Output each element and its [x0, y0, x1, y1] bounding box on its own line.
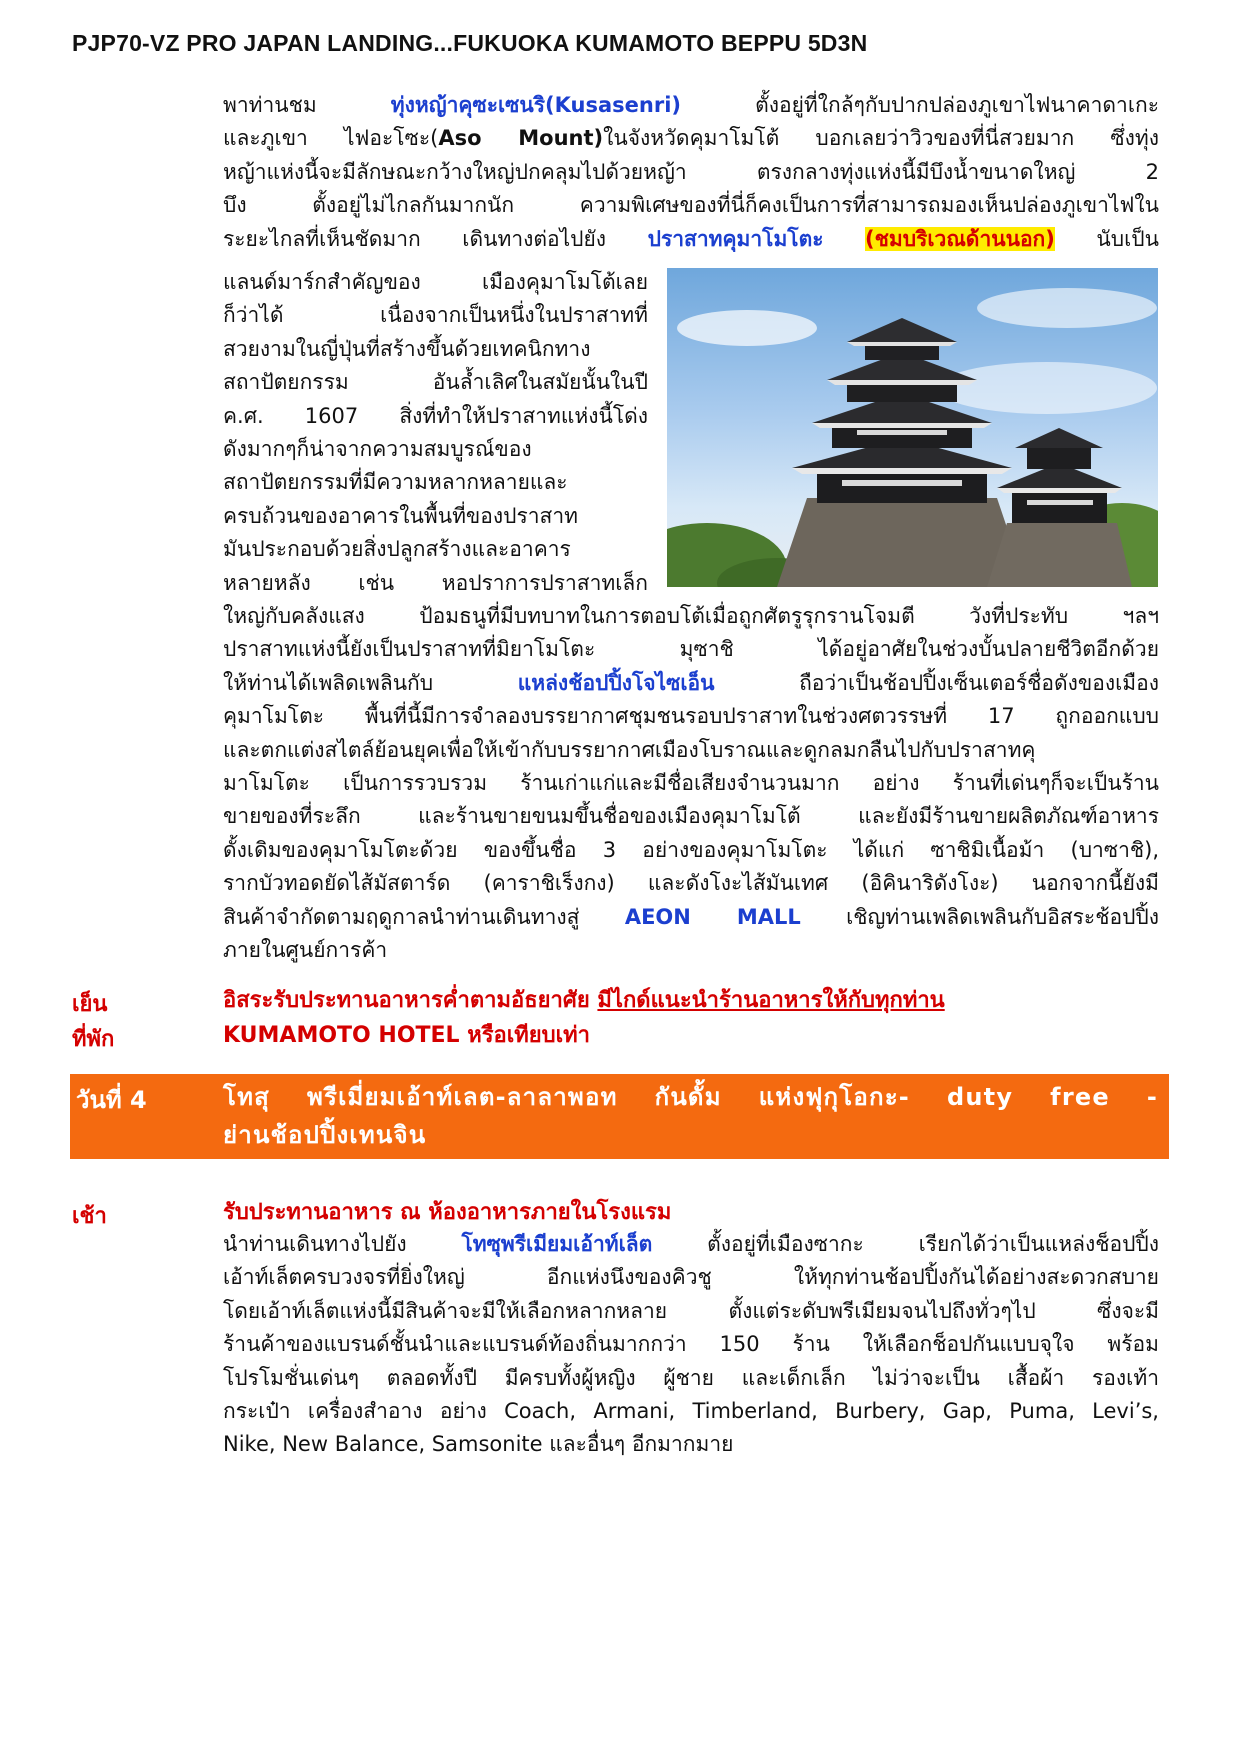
breakfast-text: รับประทานอาหาร ณ ห้องอาหารภายในโรงแรม	[223, 1200, 672, 1225]
intro-paragraph	[223, 89, 1159, 256]
text-line: สถาปัตยกรรมที่มีความหลากหลายและ	[223, 470, 568, 495]
text-line: นำท่านเดินทางไปยัง โทซุพรีเมียมเอ้าท์เล็ต ตั้งอยู่ที่เมืองซากะ เรียกได้ว่าเป็นแหล่งช็อปปิ้ง	[223, 1232, 1159, 1256]
text-line: มาโมโตะ เป็นการรวบรวม ร้านเก่าแก่และมีชื่อเสียงจำนวนมาก อย่าง ร้านที่เด่นๆก็จะเป็นร้าน	[223, 771, 1159, 796]
hotel-suffix: หรือเทียบเท่า	[459, 1023, 591, 1048]
josaien-highlight: แหล่งช้อปปิ้งโจไซเอ็น	[517, 670, 715, 695]
hotel-label: ที่พัก	[72, 1027, 115, 1052]
kusasenri-highlight: ทุ่งหญ้าคุซะเซนริ(Kusasenri)	[390, 93, 682, 117]
text-line: ระยะไกลที่เห็นชัดมาก เดินทางต่อไปยัง ปราสาทคุมาโมโตะ (ชมบริเวณด้านนอก) นับเป็น	[223, 226, 1159, 251]
text-line: หลายหลัง เช่น หอปราการปราสาทเล็ก	[223, 570, 648, 595]
text-line: โปรโมชั่นเด่นๆ ตลอดทั้งปี มีครบทั้งผู้หญิง ผู้ชาย และเด็กเล็ก ไม่ว่าจะเป็น เสื้อผ้า รองเท้า	[223, 1365, 1159, 1390]
text-line: และภูเขา ไฟอะโซะ(Aso Mount)ในจังหวัดคุมาโมโต้ บอกเลยว่าวิวของที่นี่สวยมาก ซึ่งทุ่ง	[223, 126, 1159, 151]
shopping-paragraph	[223, 600, 1159, 967]
day4-label: วันที่ 4	[76, 1086, 147, 1114]
kumamoto-castle-highlight: ปราสาทคุมาโมโตะ	[647, 226, 824, 251]
kumamoto-castle-photo	[667, 268, 1158, 587]
text-line: มันประกอบด้วยสิ่งปลูกสร้างและอาคาร	[223, 537, 571, 562]
castle-illustration	[667, 268, 1158, 587]
text-line: ให้ท่านได้เพลิดเพลินกับ แหล่งช้อปปิ้งโจไซเอ็น ถือว่าเป็นช้อปปิ้งเซ็นเตอร์ชื่อดังของเมือง	[223, 670, 1160, 695]
text-line: สินค้าจำกัดตามฤดูกาลนำท่านเดินทางสู่ AEON MALL เชิญท่านเพลิดเพลินกับอิสระช้อปปิ้ง	[223, 904, 1159, 929]
text-line: โดยเอ้าท์เล็ตแห่งนี้มีสินค้าจะมีให้เลือกหลากหลาย ตั้งแต่ระดับพรีเมียมจนไปถึงทั่วๆไป ซึ่งจะมี	[223, 1298, 1159, 1323]
dinner-row	[223, 984, 1159, 1017]
text-line: คุมาโมโตะ พื้นที่นี้มีการจำลองบรรยากาศชุมชนรอบปราสาทในช่วงศตวรรษที่ 17 ถูกออกแบบ	[223, 704, 1159, 729]
page-header-title: PJP70-VZ PRO JAPAN LANDING...FUKUOKA KUMAMOTO BEPPU 5D3N	[72, 30, 868, 56]
day4-title-line1: โทสุ พรีเมี่ยมเอ้าท์เลต-ลาลาพอท กันดั้ม แห่งฟุกุโอกะ- duty free -	[223, 1083, 1158, 1111]
dinner-text: อิสระรับประทานอาหารค่ำตามอัธยาศัย	[223, 988, 590, 1013]
text-line: สถาปัตยกรรม อันล้ำเลิศในสมัยนั้นในปี	[223, 370, 648, 395]
text-line: ดั้งเดิมของคุมาโมโตะด้วย ของขึ้นชื่อ 3 อย่างของคุมาโมโตะ ได้แก่ ซาชิมิเนื้อม้า (บาซาชิ),	[223, 837, 1159, 862]
hotel-row	[223, 1019, 1159, 1052]
text-line: แลนด์มาร์กสำคัญของ เมืองคุมาโมโต้เลย	[223, 270, 648, 294]
text-line: ใหญ่กับคลังแสง ป้อมธนูที่มีบทบาทในการตอบโต้เมื่อถูกศัตรูรุกรานโจมตี วังที่ประทับ ฯลฯ	[223, 604, 1159, 628]
text-line: บึง ตั้งอยู่ไม่ไกลกันมากนัก ความพิเศษของที่นี่ก็คงเป็นการที่สามารถมองเห็นปล่องภูเขาไฟใน	[223, 193, 1159, 218]
text-line: ร้านค้าของแบรนด์ชั้นนำและแบรนด์ท้องถิ่นมากกว่า 150 ร้าน ให้เลือกช็อปกันแบบจุใจ พร้อม	[223, 1332, 1159, 1357]
text-line: ภายในศูนย์การค้า	[223, 938, 388, 963]
text-line: รากบัวทอดยัดไส้มัสตาร์ด (คาราชิเร็งกง) และดังโงะไส้มันเทศ (อิคินาริดังโงะ) นอกจากนี้ยังมี	[223, 871, 1159, 896]
hotel-name: KUMAMOTO HOTEL	[223, 1023, 460, 1048]
text-line: ดังมากๆก็น่าจากความสมบูรณ์ของ	[223, 437, 532, 462]
text-line: ครบถ้วนของอาคารในพื้นที่ของปราสาท	[223, 503, 578, 528]
text-line: ก็ว่าได้ เนื่องจากเป็นหนึ่งในปราสาทที่	[223, 303, 648, 328]
aso-mount-bold: Aso Mount)	[438, 126, 604, 151]
text-line: เอ้าท์เล็ตครบวงจรที่ยิ่งใหญ่ อีกแห่งนึงของคิวชู ให้ทุกท่านช้อปปิ้งกันได้อย่างสะดวกสบาย	[223, 1265, 1159, 1290]
dinner-label: เย็น	[72, 992, 108, 1017]
text-line: สวยงามในญี่ปุ่นที่สร้างขึ้นด้วยเทคนิกทาง	[223, 336, 591, 361]
text-line: และตกแต่งสไตล์ย้อนยุคเพื่อให้เข้ากับบรรยากาศเมืองโบราณและดูกลมกลืนไปกับปราสาทคุ	[223, 737, 1036, 762]
text-line: Nike, New Balance, Samsonite และอื่นๆ อีกมากมาย	[223, 1432, 734, 1457]
text-line: ปราสาทแห่งนี้ยังเป็นปราสาทที่มิยาโมโตะ มุซาชิ ได้อยู่อาศัยในช่วงบั้นปลายชีวิตอีกด้วย	[223, 637, 1159, 662]
outlet-paragraph	[223, 1228, 1159, 1462]
text-line: กระเป๋า เครื่องสำอาง อย่าง Coach, Armani, Timberland, Burbery, Gap, Puma, Levi’s,	[223, 1399, 1159, 1424]
breakfast-label: เช้า	[72, 1204, 107, 1229]
guide-note: มีไกด์แนะนำร้านอาหารให้กับทุกท่าน	[597, 988, 945, 1013]
text-line: ขายของที่ระลึก และร้านขายขนมขึ้นชื่อของเมืองคุมาโมโต้ และยังมีร้านขายผลิตภัณฑ์อาหาร	[223, 804, 1159, 829]
day4-title-line2: ย่านช้อปปิ้งเทนจิน	[223, 1121, 427, 1149]
tosu-outlet-highlight: โทซุพรีเมียมเอ้าท์เล็ต	[461, 1232, 653, 1256]
day4-banner	[70, 1074, 1169, 1159]
outside-view-badge: (ชมบริเวณด้านนอก)	[865, 226, 1055, 251]
text-line: หญ้าแห่งนี้จะมีลักษณะกว้างใหญ่ปกคลุมไปด้วยหญ้า ตรงกลางทุ่งแห่งนี้มีบึงน้ำขนาดใหญ่ 2	[223, 159, 1159, 184]
castle-description	[223, 266, 648, 600]
text-line: ค.ศ. 1607 สิ่งที่ทำให้ปราสาทแห่งนี้โด่ง	[223, 403, 648, 428]
aeon-mall-highlight: AEON MALL	[624, 904, 801, 929]
text-line: พาท่านชม ทุ่งหญ้าคุซะเซนริ(Kusasenri) ตั้งอยู่ที่ใกล้ๆกับปากปล่องภูเขาไฟนาคาดาเกะ	[223, 93, 1159, 117]
day4-title	[223, 1078, 1158, 1154]
